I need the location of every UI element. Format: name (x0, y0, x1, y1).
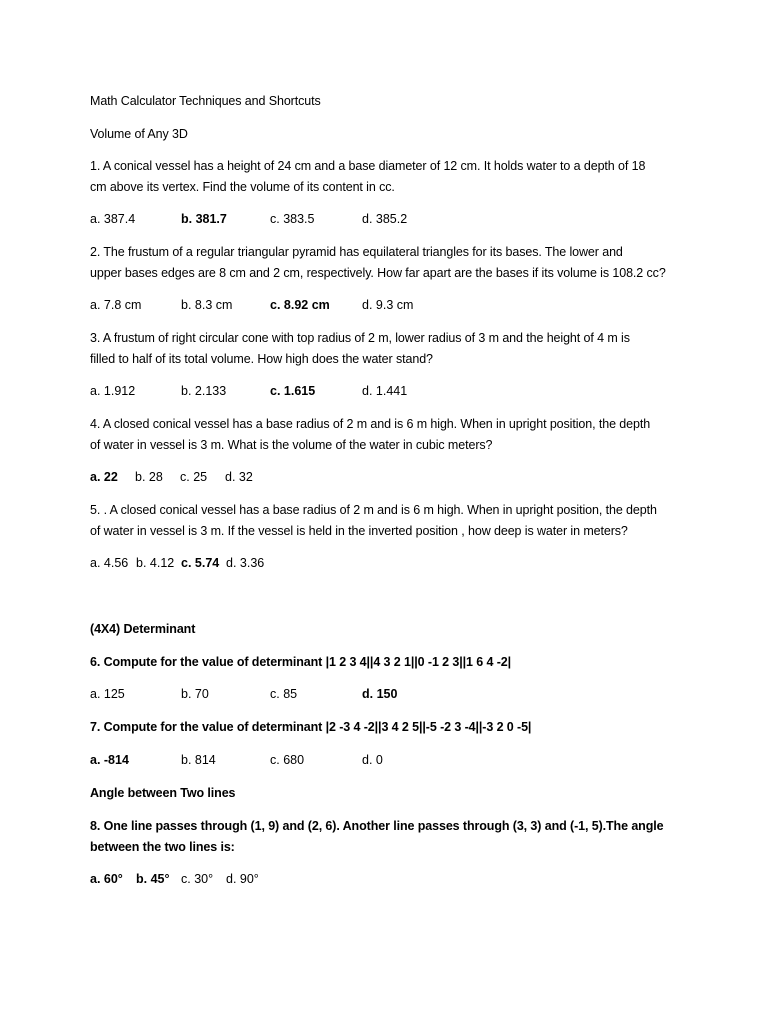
question-6-text: 6. Compute for the value of determinant |1 2 3 4||4 3 2 1||0 -1 2 3||1 6 4 -2| (90, 655, 512, 669)
option-c: c. 5.74 (181, 556, 220, 570)
option-b: b. 381.7 (181, 212, 227, 226)
question-5-text: 5. . A closed conical vessel has a base radius of 2 m and is 6 m high. When in upright position, the depth (90, 503, 657, 517)
option-a: a. 60° (90, 872, 123, 886)
option-c: c. 383.5 (270, 212, 315, 226)
option-d: d. 9.3 cm (362, 298, 414, 312)
option-c: c. 680 (270, 753, 305, 767)
option-a: a. 387.4 (90, 212, 136, 226)
option-b: b. 4.12 (136, 556, 175, 570)
option-d: d. 385.2 (362, 212, 408, 226)
option-b: b. 814 (181, 753, 216, 767)
option-c: c. 8.92 cm (270, 298, 330, 312)
option-a: a. 4.56 (90, 556, 129, 570)
option-d: d. 150 (362, 687, 398, 701)
question-4-text: of water in vessel is 3 m. What is the volume of the water in cubic meters? (90, 438, 493, 452)
question-4-options (90, 470, 730, 488)
option-b: b. 45° (136, 872, 170, 886)
option-b: b. 70 (181, 687, 209, 701)
question-8-text: 8. One line passes through (1, 9) and (2, 6). Another line passes through (3, 3) and (-1, 5).The angle (90, 819, 664, 833)
option-d: d. 3.36 (226, 556, 265, 570)
question-8-text: between the two lines is: (90, 840, 235, 854)
option-c: c. 1.615 (270, 384, 316, 398)
option-d: d. 90° (226, 872, 259, 886)
question-1-text: 1. A conical vessel has a height of 24 cm and a base diameter of 12 cm. It holds water to a depth of 18 (90, 159, 646, 173)
question-2-text: upper bases edges are 8 cm and 2 cm, respectively. How far apart are the bases if its volume is 108.2 cc? (90, 266, 666, 280)
question-1-options (90, 212, 730, 230)
option-a: a. 7.8 cm (90, 298, 142, 312)
option-b: b. 28 (135, 470, 163, 484)
option-d: d. 1.441 (362, 384, 408, 398)
question-6-options (90, 687, 730, 705)
option-c: c. 25 (180, 470, 208, 484)
question-1-text: cm above its vertex. Find the volume of its content in cc. (90, 180, 395, 194)
document-title: Math Calculator Techniques and Shortcuts (90, 94, 321, 108)
question-2-text: 2. The frustum of a regular triangular pyramid has equilateral triangles for its bases. The lower and (90, 245, 623, 259)
option-d: d. 32 (225, 470, 253, 484)
question-3-text: filled to half of its total volume. How high does the water stand? (90, 352, 433, 366)
question-2-options (90, 298, 730, 316)
question-7-options (90, 753, 730, 771)
section-heading-angle: Angle between Two lines (90, 786, 236, 800)
option-a: a. 22 (90, 470, 118, 484)
question-8-options (90, 872, 730, 890)
question-7-text: 7. Compute for the value of determinant |2 -3 4 -2||3 4 2 5||-5 -2 3 -4||-3 2 0 -5| (90, 720, 532, 734)
option-c: c. 85 (270, 687, 298, 701)
section-heading-determinant: (4X4) Determinant (90, 622, 196, 636)
option-c: c. 30° (181, 872, 214, 886)
question-4-text: 4. A closed conical vessel has a base radius of 2 m and is 6 m high. When in upright position, the depth (90, 417, 651, 431)
question-5-options (90, 556, 730, 574)
option-d: d. 0 (362, 753, 383, 767)
option-a: a. -814 (90, 753, 129, 767)
question-5-text: of water in vessel is 3 m. If the vessel is held in the inverted position , how deep is water in meters? (90, 524, 628, 538)
option-a: a. 1.912 (90, 384, 136, 398)
question-3-options (90, 384, 730, 402)
section-heading-volume: Volume of Any 3D (90, 127, 188, 141)
question-3-text: 3. A frustum of right circular cone with top radius of 2 m, lower radius of 3 m and the height of 4 m is (90, 331, 630, 345)
option-b: b. 2.133 (181, 384, 227, 398)
option-a: a. 125 (90, 687, 125, 701)
option-b: b. 8.3 cm (181, 298, 233, 312)
